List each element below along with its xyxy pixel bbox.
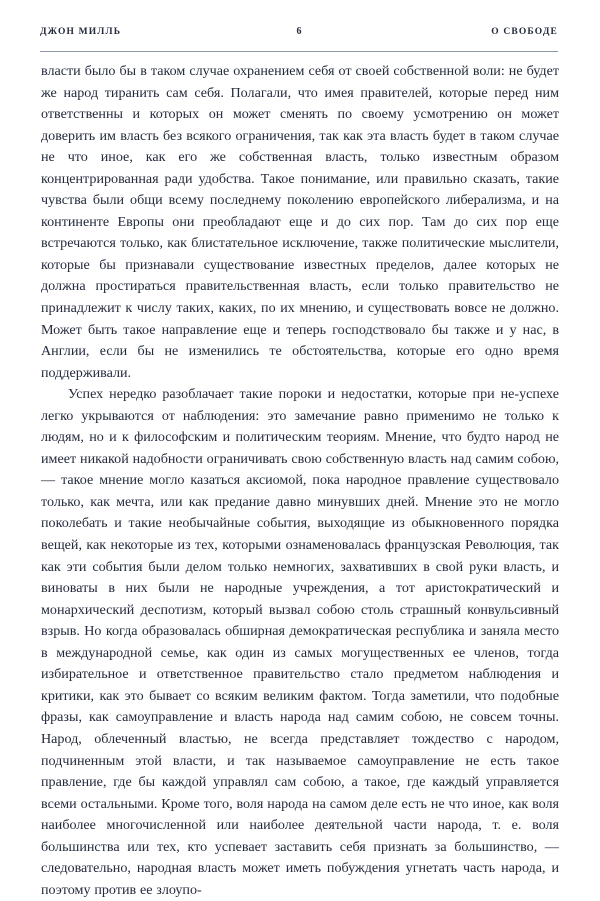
running-head [40, 26, 558, 52]
running-head-author: ДЖОН МИЛЛЬ [40, 27, 122, 37]
body-paragraph-1: власти было бы в таком случае охранением себя от своей собственной воли: не будет же народ тиранить сам себя. Полагали, что имея правителей, которые перед ним ответственны и которых он может сменять по своему усмотрению он может доверить им власть без всякого ограничения, так как эта власть будет в таком случае не что иное, как его же собственная власть, только известным образом концентрированная ради удобства. Такое понимание, или правильно сказать, такие чувства были общи всему последнему поколению европейского либерализма, и на континенте Европы они преобладают еще и до сих пор. Там до сих пор еще встречаются только, как блистательное исключение, также политические мыслители, которые бы признавали существование известных пределов, далее которых не должна простираться правительственная власть, если только правительство не принадлежит к числу таких, каких, по их мнению, и существовать вовсе не должно. Может быть такое направление еще и теперь господствовало бы также и у нас, в Англии, если бы не изменились те обстоятельства, которые его одно время поддерживали. [41, 63, 559, 381]
body-paragraph-2: Успех нередко разоблачает такие пороки и недостатки, которые при не-успехе легко укрываются от наблюдения: это замечание равно применимо не только к людям, но и к философским и политическим теориям. Мнение, что будто народ не имеет никакой надобности ограничивать свою собственную власть над самим собою, — такое мнение могло казаться аксиомой, пока народное правление существовало только, как мечта, или как предание давно минувших дней. Мнение это не могло поколебать и такие необычайные события, выходящие из обыкновенного порядка вещей, как некоторые из тех, которыми ознаменовалась французская Революция, так как эти события были делом только немногих, захвативших в свой руки власть, и виноваты в них были не народные учреждения, а тот аристократический и монархический деспотизм, который вызвал собою столь страшный конвульсивный взрыв. Но когда образовалась обширная демократическая республика и заняла место в международной семье, как один из самых могущественных ее членов, тогда избирательное и ответственное правительство стало предметом наблюдения и критики, как это бывает со всяким великим фактом. Тогда заметили, что подобные фразы, как самоуправление и власть народа над самим собою, не совсем точны. Народ, облеченный властью, не всегда представляет тождество с народом, подчиненным этой власти, и так называемое самоуправление не есть такое правление, где бы каждой управлял сам собою, а такое, где каждый управляется всеми остальными. Кроме того, воля народа на самом деле есть не что иное, как воля наиболее многочисленной или наиболее деятельной части народа, т. е. воля большинства или тех, кто успевает заставить себя признать за большинство, — следовательно, народная власть может иметь побуждения угнетать часть народа, и поэтому против ее злоупо- [41, 386, 559, 898]
page-number: 6 [296, 26, 302, 37]
running-head-title: О СВОБОДЕ [491, 27, 558, 37]
body-text-block [41, 61, 559, 901]
